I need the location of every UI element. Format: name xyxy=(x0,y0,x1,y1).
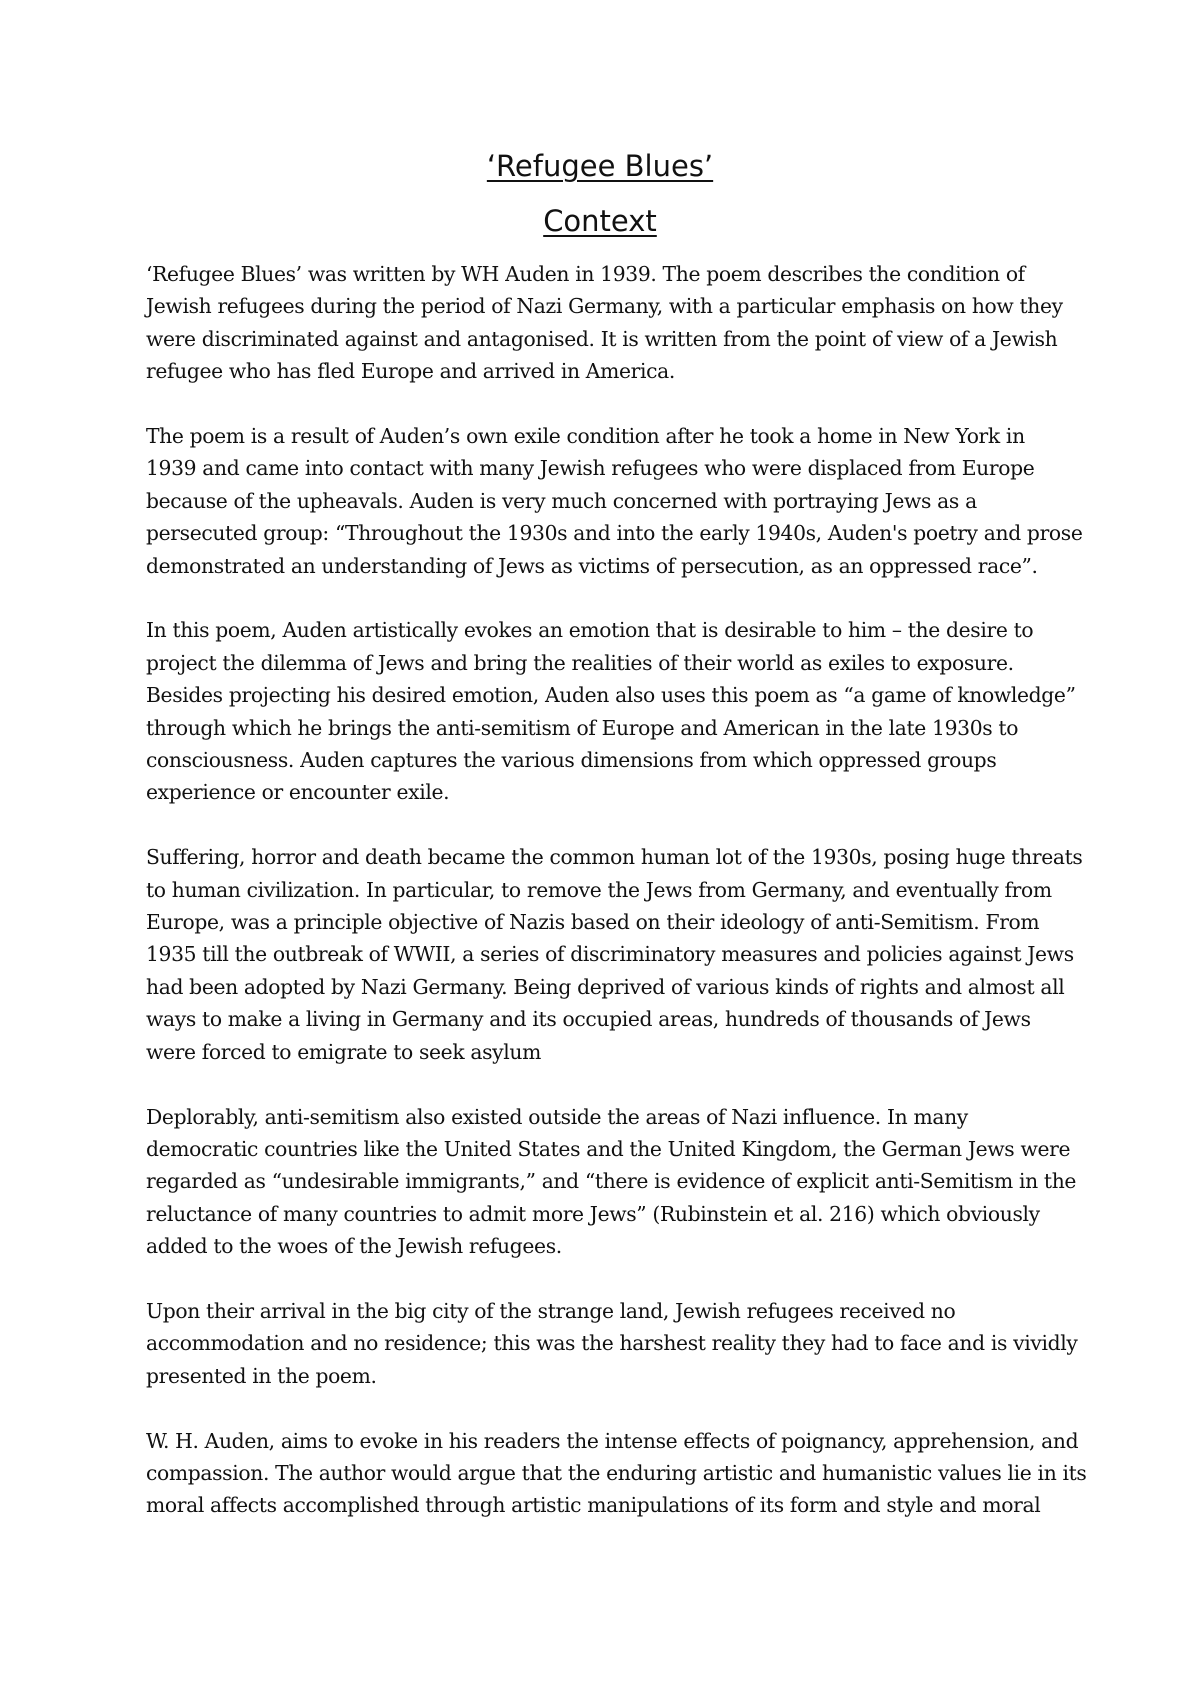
text-line: compassion. The author would argue that the enduring artistic and humanistic values lie in its xyxy=(146,1460,1087,1485)
text-line: demonstrated an understanding of Jews as victims of persecution, as an oppressed race”. xyxy=(146,553,1038,578)
text-line: 1935 till the outbreak of WWII, a series of discriminatory measures and policies against Jews xyxy=(146,942,1074,967)
paragraph-3 xyxy=(146,614,1076,808)
text-line: Europe, was a principle objective of Nazis based on their ideology of anti-Semitism. From xyxy=(146,910,1040,935)
text-line: experience or encounter exile. xyxy=(146,780,450,805)
text-line: The poem is a result of Auden’s own exile condition after he took a home in New York in xyxy=(146,424,1025,449)
text-line: Upon their arrival in the big city of the strange land, Jewish refugees received no xyxy=(146,1298,956,1323)
text-line: to human civilization. In particular, to remove the Jews from Germany, and eventually from xyxy=(146,877,1052,902)
paragraph-6 xyxy=(146,1295,1076,1392)
text-line: accommodation and no residence; this was the harshest reality they had to face and is vividly xyxy=(146,1331,1078,1356)
text-line: moral affects accomplished through artistic manipulations of its form and style and moral xyxy=(146,1493,1041,1518)
text-line: presented in the poem. xyxy=(146,1363,377,1388)
text-line: added to the woes of the Jewish refugees. xyxy=(146,1234,562,1259)
text-line: refugee who has fled Europe and arrived in America. xyxy=(146,359,675,384)
paragraph-7 xyxy=(146,1425,1087,1522)
text-line: 1939 and came into contact with many Jewish refugees who were displaced from Europe xyxy=(146,456,1035,481)
text-line: were discriminated against and antagonised. It is written from the point of view of a Jewish xyxy=(146,326,1058,351)
paragraph-2 xyxy=(146,420,1083,582)
text-line: were forced to emigrate to seek asylum xyxy=(146,1039,541,1064)
text-line: project the dilemma of Jews and bring the realities of their world as exiles to exposure. xyxy=(146,650,1014,675)
text-line: because of the upheavals. Auden is very much concerned with portraying Jews as a xyxy=(146,488,977,513)
text-line: W. H. Auden, aims to evoke in his readers the intense effects of poignancy, apprehension, and xyxy=(146,1428,1079,1453)
text-line: Suffering, horror and death became the common human lot of the 1930s, posing huge threats xyxy=(146,845,1083,870)
text-line: consciousness. Auden captures the various dimensions from which oppressed groups xyxy=(146,748,997,773)
paragraph-1 xyxy=(146,258,1076,388)
text-line: through which he brings the anti-semitism of Europe and American in the late 1930s to xyxy=(146,715,1019,740)
text-line: regarded as “undesirable immigrants,” and “there is evidence of explicit anti-Semitism in the xyxy=(146,1169,1077,1194)
text-line: Deplorably, anti-semitism also existed outside the areas of Nazi influence. In many xyxy=(146,1104,968,1129)
document-title: ‘Refugee Blues’ xyxy=(486,149,714,183)
paragraph-4 xyxy=(146,841,1083,1068)
text-line: reluctance of many countries to admit more Jews” (Rubinstein et al. 216) which obviously xyxy=(146,1201,1040,1226)
text-line: ways to make a living in Germany and its occupied areas, hundreds of thousands of Jews xyxy=(146,1007,1031,1032)
text-line: Besides projecting his desired emotion, Auden also uses this poem as “a game of knowledge” xyxy=(146,683,1076,708)
document-body xyxy=(146,258,1087,1554)
text-line: had been adopted by Nazi Germany. Being deprived of various kinds of rights and almost all xyxy=(146,974,1065,999)
text-line: persecuted group: “Throughout the 1930s and into the early 1940s, Auden's poetry and prose xyxy=(146,521,1083,546)
text-line: In this poem, Auden artistically evokes an emotion that is desirable to him – the desire to xyxy=(146,618,1034,643)
paragraph-5 xyxy=(146,1101,1076,1263)
text-line: Jewish refugees during the period of Nazi Germany, with a particular emphasis on how they xyxy=(146,294,1063,319)
document-subtitle: Context xyxy=(543,204,657,238)
text-line: ‘Refugee Blues’ was written by WH Auden in 1939. The poem describes the condition of xyxy=(146,262,1025,286)
text-line: democratic countries like the United States and the United Kingdom, the German Jews were xyxy=(146,1136,1071,1161)
